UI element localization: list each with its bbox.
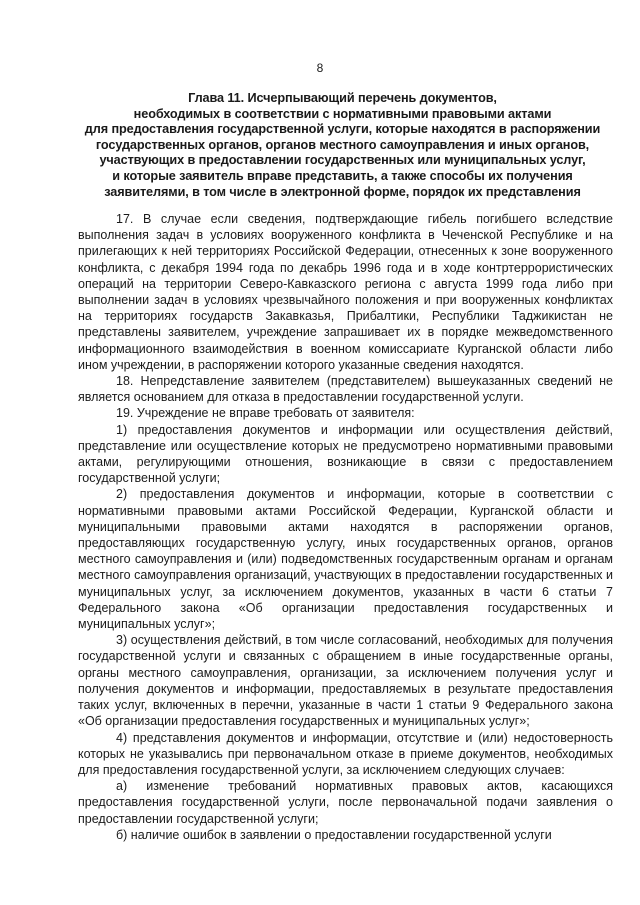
list-item-2: 2) предоставления документов и информации, которые в соответствии с нормативными правовыми актами Российской Федерации, Курганской области и муниципальными правовыми актами находятся в распоряжении органов, предоставляющих государственную услугу, иных государственных органов, органов местного самоуправления и (или) подведомственных государственным органам и органам местного самоуправления организаций, участвующих в предоставлении государственных и муниципальных услуг, за исключением документов, указанных в части 6 статьи 7 Федерального закона «Об организации предоставления государственных и муниципальных услуг»; bbox=[78, 487, 613, 632]
paragraph-17: 17. В случае если сведения, подтверждающие гибель погибшего вследствие выполнения задач в условиях вооруженного конфликта в Чеченской Республике и на прилегающих к ней территориях Российской Федерации, отнесенных к зоне вооруженного конфликта, с декабря 1994 года по декабрь 1996 года и в ходе контртеррористических операций на территории Северо-Кавказского региона с августа 1999 года либо при выполнении задач в условиях чрезвычайного положения и при вооруженных конфликтах на территориях государств Закавказья, Прибалтики, Республики Таджикистан не представлены заявителем, учреждение запрашивает их в порядке межведомственного информационного взаимодействия в военном комиссариате Курганской области либо ином учреждении, в распоряжении которого указанные сведения находятся. bbox=[78, 212, 613, 372]
chapter-title bbox=[70, 91, 615, 200]
sub-item-a: а) изменение требований нормативных правовых актов, касающихся предоставления государственной услуги, после первоначальной подачи заявления о предоставлении государственной услуги; bbox=[78, 779, 613, 826]
chapter-title-line: для предоставления государственной услуги, которые находятся в распоряжении bbox=[84, 122, 601, 137]
chapter-title-line: Глава 11. Исчерпывающий перечень документов, bbox=[188, 91, 497, 105]
chapter-title-line: государственных органов, органов местного самоуправления и иных органов, bbox=[95, 137, 590, 152]
sub-item-b: б) наличие ошибок в заявлении о предоставлении государственной услуги bbox=[116, 827, 552, 842]
chapter-title-line: и которые заявитель вправе представить, а также способы их получения bbox=[112, 168, 573, 183]
document-body bbox=[78, 211, 613, 843]
paragraph-18: 18. Непредставление заявителем (представителем) вышеуказанных сведений не является основанием для отказа в предоставлении государственной услуги. bbox=[78, 374, 613, 405]
list-item-1: 1) предоставления документов и информации или осуществления действий, представление или осуществление которых не предусмотрено нормативными правовыми актами, регулирующими отношения, возникающие в связи с предоставлением государственной услуги; bbox=[78, 422, 613, 486]
chapter-title-line: заявителями, в том числе в электронной форме, порядок их представления bbox=[104, 184, 581, 199]
list-item-4: 4) представления документов и информации, отсутствие и (или) недостоверность которых не указывались при первоначальном отказе в приеме документов, необходимых для предоставления государственной услуги, за исключением следующих случаев: bbox=[78, 730, 613, 777]
list-item-3: 3) осуществления действий, в том числе согласований, необходимых для получения государственной услуги и связанных с обращением в иные государственные органы, органы местного самоуправления, организации, за исключением получения услуг и получения документов и информации, предоставляемых в результате предоставления таких услуг, включенных в перечни, указанные в части 1 статьи 9 Федерального закона «Об организации предоставления государственных и муниципальных услуг»; bbox=[78, 633, 613, 729]
page-number: 8 bbox=[316, 61, 324, 75]
paragraph-19: 19. Учреждение не вправе требовать от заявителя: bbox=[116, 406, 415, 421]
chapter-title-line: участвующих в предоставлении государственных или муниципальных услуг, bbox=[99, 153, 586, 168]
chapter-title-line: необходимых в соответствии с нормативными правовыми актами bbox=[133, 106, 552, 121]
